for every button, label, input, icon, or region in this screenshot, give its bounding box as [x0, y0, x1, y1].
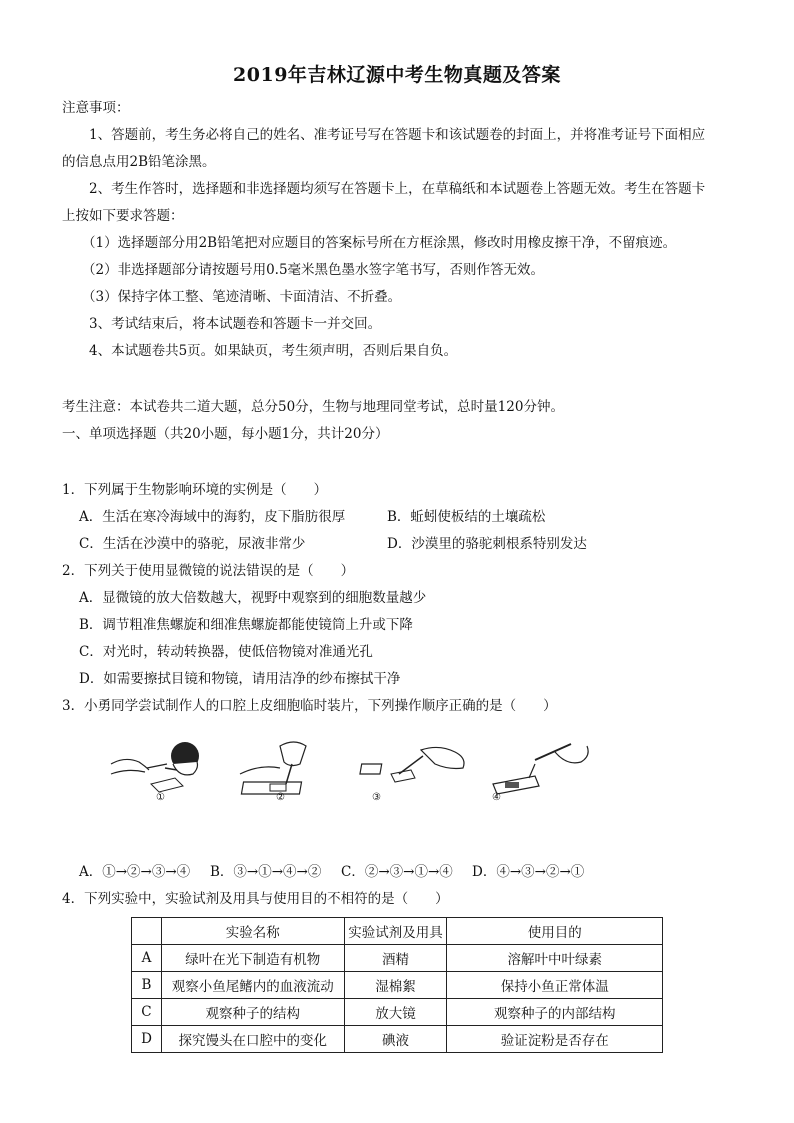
table-header-cell	[132, 918, 162, 945]
table-cell: 观察种子的结构	[161, 999, 344, 1026]
table-cell: 观察种子的内部结构	[447, 999, 663, 1026]
table-cell: 保持小鱼正常体温	[447, 972, 663, 999]
table-row	[132, 999, 663, 1026]
section-heading: 一、单项选择题（共20小题，每小题1分，共计20分）	[62, 426, 389, 442]
notice-item-4: 4、本试题卷共5页。如果缺页，考生须声明，否则后果自负。	[89, 343, 458, 359]
q3-figure-label-1: ①	[156, 792, 165, 803]
table-header-cell: 实验名称	[161, 918, 344, 945]
table-row	[132, 1026, 663, 1053]
coverslip-illustration	[355, 734, 475, 834]
exam-note: 考生注意：本试卷共二道大题，总分50分，生物与地理同堂考试，总时量120分钟。	[62, 399, 564, 415]
q2-option-a: A．显微镜的放大倍数越大，视野中观察到的细胞数量越少	[79, 590, 427, 606]
q3-option-b: B．③→①→④→②	[210, 864, 322, 880]
table-cell: 绿叶在光下制造有机物	[161, 945, 344, 972]
q1-option-a: A．生活在寒冷海域中的海豹，皮下脂肪很厚	[79, 509, 346, 525]
q3-figure-label-2: ②	[276, 792, 285, 803]
table-cell: A	[132, 945, 162, 972]
q3-figure-label-4: ④	[492, 792, 501, 803]
q3-figure-strip	[105, 734, 585, 834]
table-row	[132, 945, 663, 972]
notice-heading: 注意事项：	[62, 100, 130, 116]
q2-option-b: B．调节粗准焦螺旋和细准焦螺旋都能使镜筒上升或下降	[79, 617, 413, 633]
table-cell: 碘液	[344, 1026, 447, 1053]
q1-option-d: D．沙漠里的骆驼刺根系特别发达	[387, 536, 587, 552]
table-cell: D	[132, 1026, 162, 1053]
table-cell: 观察小鱼尾鳍内的血液流动	[161, 972, 344, 999]
q3-figure-label-3: ③	[372, 792, 381, 803]
staining-illustration	[475, 734, 595, 834]
table-header-row	[132, 918, 663, 945]
q3-figure-2	[230, 734, 350, 834]
q3-figure-4	[475, 734, 595, 834]
table-cell: 溶解叶中叶绿素	[447, 945, 663, 972]
notice-sub-2: （2）非选择题部分请按题号用0.5毫米黑色墨水签字笔书写，否则作答无效。	[82, 262, 545, 278]
q3-figure-3	[355, 734, 475, 834]
notice-item-2a: 2、考生作答时，选择题和非选择题均须写在答题卡上，在草稿纸和本试题卷上答题无效。考生在答题卡	[89, 181, 706, 197]
q1-stem: 1．下列属于生物影响环境的实例是（ ）	[62, 482, 328, 498]
notice-item-2b: 上按如下要求答题：	[62, 208, 184, 224]
q3-option-c: C．②→③→①→④	[341, 864, 453, 880]
table-row	[132, 972, 663, 999]
cheek-scraping-illustration	[105, 734, 225, 834]
table-cell: 探究馒头在口腔中的变化	[161, 1026, 344, 1053]
table-header-cell: 实验试剂及用具	[344, 918, 447, 945]
experiment-table	[131, 917, 663, 1053]
q3-figure-1	[105, 734, 225, 834]
table-cell: C	[132, 999, 162, 1026]
page-title: 2019年吉林辽源中考生物真题及答案	[233, 64, 561, 86]
table-cell: 湿棉絮	[344, 972, 447, 999]
notice-item-1b: 的信息点用2B铅笔涂黑。	[62, 154, 216, 170]
slide-drop-illustration	[230, 734, 350, 834]
q2-stem: 2．下列关于使用显微镜的说法错误的是（ ）	[62, 563, 355, 579]
q2-option-d: D．如需要擦拭目镜和物镜，请用洁净的纱布擦拭干净	[79, 671, 401, 687]
q3-option-d: D．④→③→②→①	[472, 864, 585, 880]
table-cell: B	[132, 972, 162, 999]
notice-sub-1: （1）选择题部分用2B铅笔把对应题目的答案标号所在方框涂黑，修改时用橡皮擦干净，不留痕迹。	[82, 235, 677, 251]
table-cell: 酒精	[344, 945, 447, 972]
table-header-cell: 使用目的	[447, 918, 663, 945]
notice-item-1a: 1、答题前，考生务必将自己的姓名、准考证号写在答题卡和该试题卷的封面上，并将准考证号下面相应	[89, 127, 706, 143]
q2-option-c: C．对光时，转动转换器，使低倍物镜对准通光孔	[79, 644, 373, 660]
q3-stem: 3．小勇同学尝试制作人的口腔上皮细胞临时装片，下列操作顺序正确的是（ ）	[62, 698, 557, 714]
notice-item-3: 3、考试结束后，将本试题卷和答题卡一并交回。	[89, 316, 382, 332]
q1-option-c: C．生活在沙漠中的骆驼，尿液非常少	[79, 536, 306, 552]
q4-stem: 4．下列实验中，实验试剂及用具与使用目的不相符的是（ ）	[62, 891, 449, 907]
q1-option-b: B．蚯蚓使板结的土壤疏松	[387, 509, 546, 525]
table-cell: 放大镜	[344, 999, 447, 1026]
q3-option-a: A．①→②→③→④	[79, 864, 191, 880]
notice-sub-3: （3）保持字体工整、笔迹清晰、卡面清洁、不折叠。	[82, 289, 402, 305]
table-cell: 验证淀粉是否存在	[447, 1026, 663, 1053]
